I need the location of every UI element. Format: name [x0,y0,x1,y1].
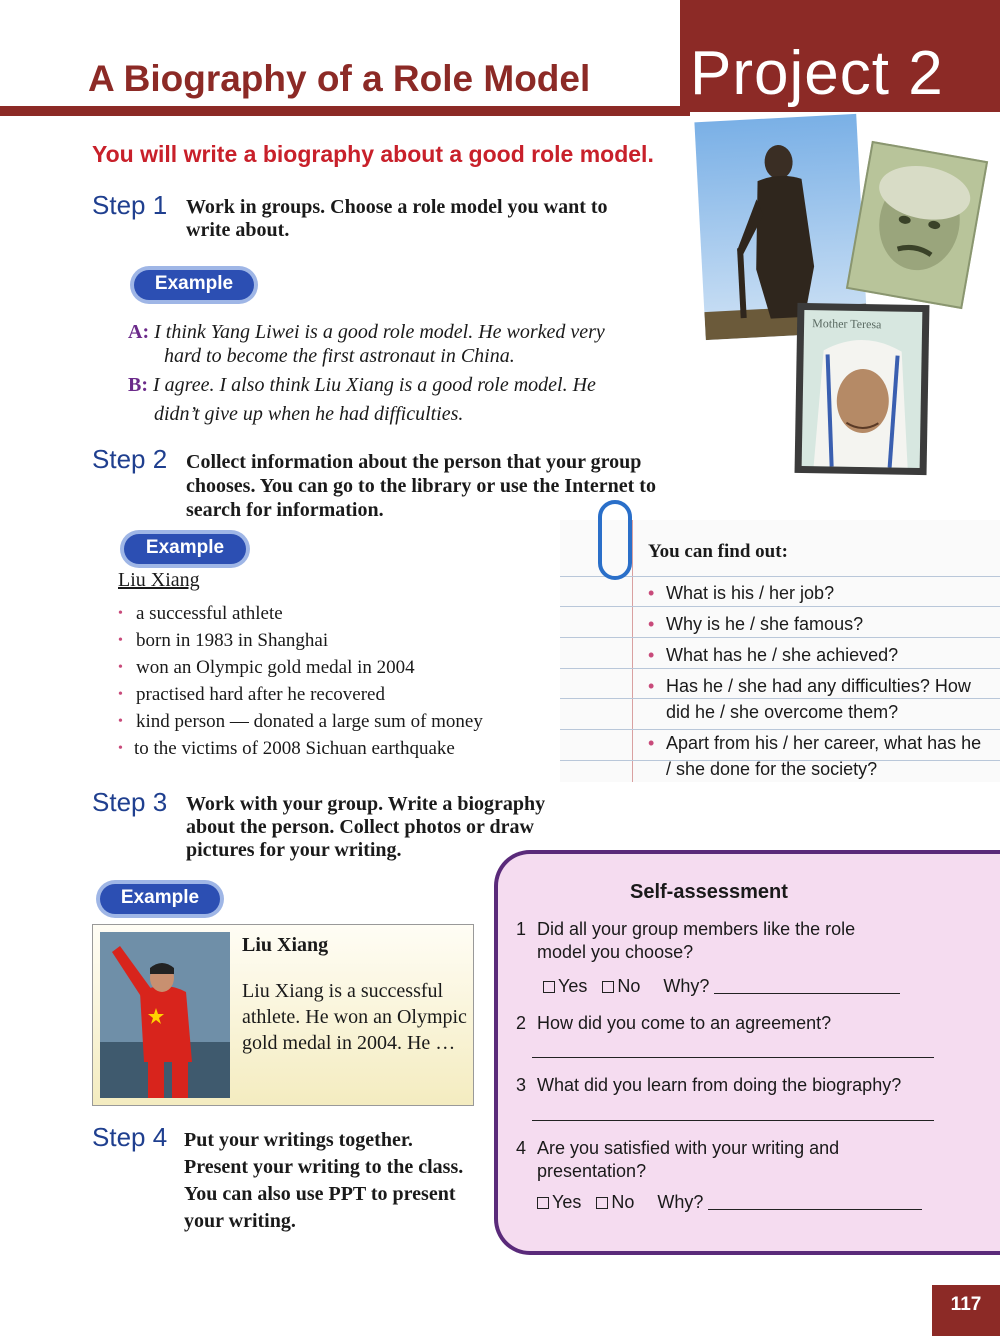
yes-label: Yes [552,1192,582,1212]
dialog-a-line2: hard to become the first astronaut in China. [164,345,515,367]
notes-item: • kind person — donated a large sum of money [118,708,558,735]
stamp-caption: Mother Teresa [812,316,882,332]
step-4-text: Put your writings together. Present your writing to the class. You can also use PPT to present your writing. [184,1129,464,1232]
find-out-item: • Has he / she had any difficulties? How did he / she overcome them? [648,673,988,725]
dialog-b-line1: I agree. I also think Liu Xiang is a good role model. He [153,374,596,396]
dialog-a-speaker: A: [128,321,150,343]
find-out-title: You can find out: [648,541,788,562]
dialog-a-line1: I think Yang Liwei is a good role model. He worked very [154,321,605,343]
find-out-item: • Why is he / she famous? [648,611,988,637]
no-label: No [611,1192,635,1212]
project-label: Project 2 [690,39,944,108]
notes-item-continued: • to the victims of 2008 Sichuan earthquake [118,735,558,762]
notes-item: • a successful athlete [118,600,558,627]
sa-q1: Did all your group members like the role model you choose? [537,919,856,962]
no-checkbox[interactable] [602,981,614,993]
notes-name: Liu Xiang [118,569,200,591]
notes-item: • born in 1983 in Shanghai [118,627,558,654]
sa-q1-num: 1 [516,919,527,939]
yes-checkbox[interactable] [537,1197,549,1209]
notes-item: • practised hard after he recovered [118,681,558,708]
header-rule [0,106,690,116]
intro-text: You will write a biography about a good role model. [92,141,654,167]
biography-body: Liu Xiang is a successful athlete. He won an Olympic gold medal in 2004. He … [242,980,467,1054]
example-badge-2: Example [124,534,246,564]
example-badge-1: Example [134,270,254,300]
find-out-list [648,580,988,787]
sa-q2-num: 2 [516,1013,527,1033]
why-answer-line[interactable] [714,993,900,994]
page-number: 117 [932,1285,1000,1336]
sa-q3: What did you learn from doing the biography? [537,1075,902,1095]
find-out-item: • Apart from his / her career, what has he / she done for the society? [648,730,988,782]
mother-teresa-stamp [795,303,930,475]
step-1-text: Work in groups. Choose a role model you want to write about. [186,196,608,241]
why-label: Why? [657,1192,704,1212]
dialog-b-speaker: B: [128,374,148,396]
step-4-label: Step 4 [92,1122,168,1152]
notes-item: • won an Olympic gold medal in 2004 [118,654,558,681]
step-1-label: Step 1 [92,190,168,220]
sa-q1-options [543,975,900,998]
notepad-margin [632,520,633,782]
find-out-item: • What is his / her job? [648,580,988,606]
dialog-b-line2: didn’t give up when he had difficulties. [154,403,464,425]
athlete-photo [100,932,230,1098]
yes-label: Yes [558,976,588,996]
biography-title: Liu Xiang [242,934,329,956]
step-3-label: Step 3 [92,787,168,817]
step-2-label: Step 2 [92,444,168,474]
sa-q4: Are you satisfied with your writing and presentation? [537,1138,840,1181]
sa-q2-answer-line[interactable] [532,1057,934,1058]
why-answer-line[interactable] [708,1209,922,1210]
sa-q4-options [537,1191,922,1214]
self-assessment-title: Self-assessment [630,881,788,903]
example-badge-3: Example [100,884,220,914]
no-label: No [617,976,641,996]
page-title: A Biography of a Role Model [88,58,591,99]
yes-checkbox[interactable] [543,981,555,993]
dialog-a [128,320,688,344]
sa-q4-num: 4 [516,1138,527,1158]
sa-q2: How did you come to an agreement? [537,1013,832,1033]
why-label: Why? [663,976,710,996]
einstein-portrait [846,141,988,309]
notepad-line [560,576,1000,577]
sa-q3-answer-line[interactable] [532,1120,934,1121]
paperclip-icon [598,500,632,580]
notes-list [118,600,558,762]
dialog-b [128,373,688,397]
step-2-text: Collect information about the person that your group chooses. You can go to the library or use the Internet to search for information. [186,451,656,521]
sa-q3-num: 3 [516,1075,527,1095]
no-checkbox[interactable] [596,1197,608,1209]
find-out-item: • What has he / she achieved? [648,642,988,668]
step-3-text: Work with your group. Write a biography about the person. Collect photos or draw pictures for your writing. [186,793,546,861]
